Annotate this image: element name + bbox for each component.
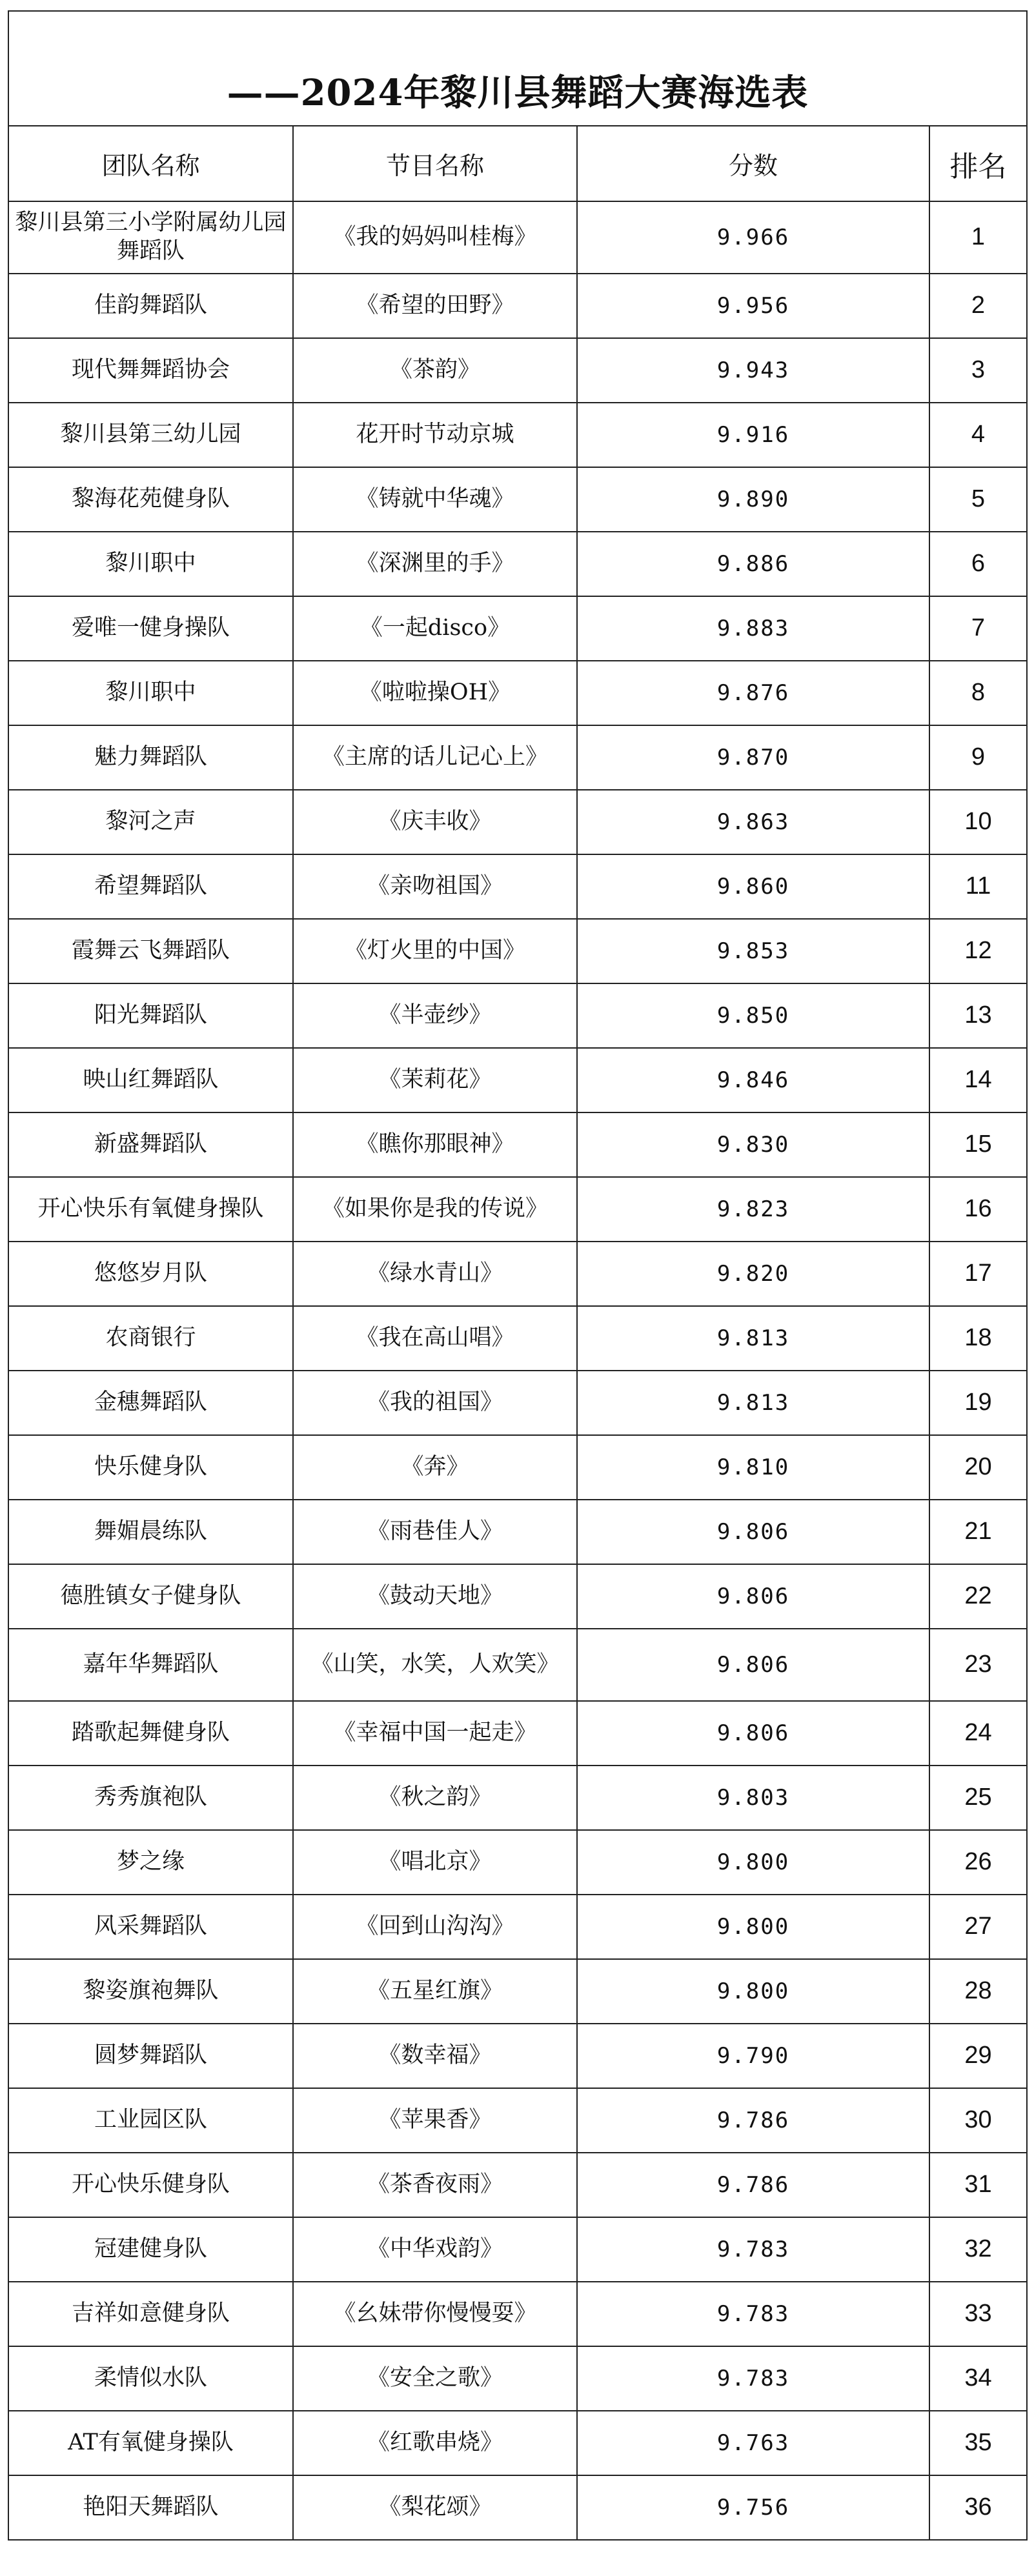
team-name-cell: 德胜镇女子健身队 [9,1564,293,1629]
table-row [9,1564,1026,1629]
score-cell: 9.806 [577,1564,929,1629]
team-name-cell: 嘉年华舞蹈队 [9,1629,293,1701]
program-name-cell: 《山笑，水笑，人欢笑》 [293,1629,577,1701]
team-name-cell: 农商银行 [9,1306,293,1371]
program-name-cell: 《茶香夜雨》 [293,2153,577,2217]
program-name-cell: 《幺妹带你慢慢耍》 [293,2282,577,2346]
rank-cell: 6 [929,532,1026,596]
program-name-cell: 《鼓动天地》 [293,1564,577,1629]
table-row [9,467,1026,532]
team-name-cell: 现代舞舞蹈协会 [9,338,293,403]
team-name-cell: 黎川县第三小学附属幼儿园舞蹈队 [9,201,293,274]
score-cell: 9.883 [577,596,929,661]
score-cell: 9.820 [577,1242,929,1306]
score-cell: 9.890 [577,467,929,532]
score-header: 分数 [577,126,929,201]
table-row [9,854,1026,919]
results-body [9,201,1026,2540]
team-name-cell: 开心快乐有氧健身操队 [9,1177,293,1242]
rank-cell: 27 [929,1895,1026,1959]
table-row [9,1177,1026,1242]
table-row [9,1959,1026,2024]
program-name-cell: 《回到山沟沟》 [293,1895,577,1959]
table-row [9,596,1026,661]
score-cell: 9.846 [577,1048,929,1112]
team-name-cell: 圆梦舞蹈队 [9,2024,293,2088]
rank-cell: 13 [929,983,1026,1048]
program-name-cell: 《希望的田野》 [293,274,577,338]
program-name-cell: 《如果你是我的传说》 [293,1177,577,1242]
rank-cell: 5 [929,467,1026,532]
rank-cell: 25 [929,1766,1026,1830]
table-row [9,919,1026,983]
team-name-cell: 映山红舞蹈队 [9,1048,293,1112]
table-row [9,532,1026,596]
team-name-header: 团队名称 [9,126,293,201]
team-name-cell: 快乐健身队 [9,1435,293,1500]
team-name-cell: 开心快乐健身队 [9,2153,293,2217]
team-name-cell: 阳光舞蹈队 [9,983,293,1048]
score-cell: 9.806 [577,1500,929,1564]
team-name-cell: 霞舞云飞舞蹈队 [9,919,293,983]
table-row [9,274,1026,338]
score-cell: 9.853 [577,919,929,983]
table-row [9,1242,1026,1306]
rank-cell: 30 [929,2088,1026,2153]
program-name-cell: 花开时节动京城 [293,403,577,467]
score-cell: 9.886 [577,532,929,596]
rank-cell: 28 [929,1959,1026,2024]
results-table [9,126,1026,2541]
table-row [9,338,1026,403]
score-cell: 9.813 [577,1306,929,1371]
team-name-cell: 希望舞蹈队 [9,854,293,919]
rank-cell: 3 [929,338,1026,403]
table-row [9,2282,1026,2346]
table-row [9,725,1026,790]
program-name-cell: 《数幸福》 [293,2024,577,2088]
program-name-cell: 《秋之韵》 [293,1766,577,1830]
team-name-cell: 柔情似水队 [9,2346,293,2411]
team-name-cell: 梦之缘 [9,1830,293,1895]
table-row [9,1629,1026,1701]
score-sheet [8,10,1028,2541]
score-cell: 9.860 [577,854,929,919]
score-cell: 9.790 [577,2024,929,2088]
score-cell: 9.800 [577,1959,929,2024]
team-name-cell: 秀秀旗袍队 [9,1766,293,1830]
score-cell: 9.850 [577,983,929,1048]
rank-cell: 35 [929,2411,1026,2475]
score-cell: 9.956 [577,274,929,338]
rank-cell: 32 [929,2217,1026,2282]
team-name-cell: 新盛舞蹈队 [9,1112,293,1177]
table-row [9,2088,1026,2153]
program-name-cell: 《深渊里的手》 [293,532,577,596]
rank-cell: 4 [929,403,1026,467]
table-row [9,2217,1026,2282]
program-name-cell: 《绿水青山》 [293,1242,577,1306]
table-row [9,1306,1026,1371]
rank-cell: 12 [929,919,1026,983]
score-cell: 9.783 [577,2346,929,2411]
program-name-cell: 《主席的话儿记心上》 [293,725,577,790]
table-row [9,2153,1026,2217]
rank-cell: 7 [929,596,1026,661]
program-name-cell: 《幸福中国一起走》 [293,1701,577,1766]
header-row [9,126,1026,201]
program-name-cell: 《苹果香》 [293,2088,577,2153]
table-row [9,1371,1026,1435]
program-name-cell: 《一起disco》 [293,596,577,661]
team-name-cell: 金穗舞蹈队 [9,1371,293,1435]
rank-cell: 34 [929,2346,1026,2411]
score-cell: 9.800 [577,1895,929,1959]
team-name-cell: 魅力舞蹈队 [9,725,293,790]
program-name-header: 节目名称 [293,126,577,201]
table-row [9,2024,1026,2088]
table-row [9,1766,1026,1830]
program-name-cell: 《中华戏韵》 [293,2217,577,2282]
score-cell: 9.806 [577,1629,929,1701]
program-name-cell: 《唱北京》 [293,1830,577,1895]
rank-cell: 14 [929,1048,1026,1112]
team-name-cell: 黎河之声 [9,790,293,854]
program-name-cell: 《我在高山唱》 [293,1306,577,1371]
team-name-cell: 艳阳天舞蹈队 [9,2475,293,2540]
score-cell: 9.803 [577,1766,929,1830]
team-name-cell: 黎姿旗袍舞队 [9,1959,293,2024]
rank-cell: 22 [929,1564,1026,1629]
table-row [9,983,1026,1048]
program-name-cell: 《我的妈妈叫桂梅》 [293,201,577,274]
table-row [9,790,1026,854]
program-name-cell: 《半壶纱》 [293,983,577,1048]
team-name-cell: 舞媚晨练队 [9,1500,293,1564]
program-name-cell: 《瞧你那眼神》 [293,1112,577,1177]
rank-cell: 16 [929,1177,1026,1242]
table-row [9,1500,1026,1564]
score-cell: 9.870 [577,725,929,790]
rank-cell: 20 [929,1435,1026,1500]
rank-cell: 33 [929,2282,1026,2346]
rank-cell: 1 [929,201,1026,274]
table-row [9,1435,1026,1500]
team-name-cell: 爱唯一健身操队 [9,596,293,661]
table-row [9,1048,1026,1112]
score-cell: 9.783 [577,2282,929,2346]
table-row [9,403,1026,467]
score-cell: 9.823 [577,1177,929,1242]
rank-cell: 8 [929,661,1026,725]
team-name-cell: 风采舞蹈队 [9,1895,293,1959]
table-row [9,1701,1026,1766]
program-name-cell: 《铸就中华魂》 [293,467,577,532]
team-name-cell: 黎川县第三幼儿园 [9,403,293,467]
program-name-cell: 《灯火里的中国》 [293,919,577,983]
score-cell: 9.756 [577,2475,929,2540]
table-row [9,2346,1026,2411]
score-cell: 9.786 [577,2088,929,2153]
team-name-cell: 冠建健身队 [9,2217,293,2282]
rank-cell: 29 [929,2024,1026,2088]
rank-cell: 9 [929,725,1026,790]
rank-cell: 26 [929,1830,1026,1895]
score-cell: 9.830 [577,1112,929,1177]
rank-cell: 24 [929,1701,1026,1766]
program-name-cell: 《五星红旗》 [293,1959,577,2024]
program-name-cell: 《红歌串烧》 [293,2411,577,2475]
rank-header: 排名 [929,126,1026,201]
rank-cell: 19 [929,1371,1026,1435]
program-name-cell: 《奔》 [293,1435,577,1500]
score-cell: 9.876 [577,661,929,725]
program-name-cell: 《茶韵》 [293,338,577,403]
program-name-cell: 《雨巷佳人》 [293,1500,577,1564]
rank-cell: 15 [929,1112,1026,1177]
score-cell: 9.810 [577,1435,929,1500]
rank-cell: 11 [929,854,1026,919]
rank-cell: 2 [929,274,1026,338]
team-name-cell: 佳韵舞蹈队 [9,274,293,338]
program-name-cell: 《亲吻祖国》 [293,854,577,919]
score-cell: 9.806 [577,1701,929,1766]
table-row [9,1895,1026,1959]
score-cell: 9.813 [577,1371,929,1435]
team-name-cell: 吉祥如意健身队 [9,2282,293,2346]
team-name-cell: 工业园区队 [9,2088,293,2153]
rank-cell: 18 [929,1306,1026,1371]
page-title: ——2024年黎川县舞蹈大赛海选表 [9,12,1026,126]
table-row [9,661,1026,725]
program-name-cell: 《啦啦操OH》 [293,661,577,725]
team-name-cell: 黎川职中 [9,661,293,725]
score-cell: 9.943 [577,338,929,403]
score-cell: 9.783 [577,2217,929,2282]
rank-cell: 17 [929,1242,1026,1306]
rank-cell: 31 [929,2153,1026,2217]
table-row [9,1112,1026,1177]
program-name-cell: 《庆丰收》 [293,790,577,854]
team-name-cell: 踏歌起舞健身队 [9,1701,293,1766]
team-name-cell: AT有氧健身操队 [9,2411,293,2475]
rank-cell: 10 [929,790,1026,854]
program-name-cell: 《安全之歌》 [293,2346,577,2411]
score-cell: 9.763 [577,2411,929,2475]
score-cell: 9.800 [577,1830,929,1895]
score-cell: 9.966 [577,201,929,274]
team-name-cell: 黎海花苑健身队 [9,467,293,532]
rank-cell: 23 [929,1629,1026,1701]
rank-cell: 36 [929,2475,1026,2540]
table-row [9,2411,1026,2475]
team-name-cell: 黎川职中 [9,532,293,596]
program-name-cell: 《我的祖国》 [293,1371,577,1435]
score-cell: 9.786 [577,2153,929,2217]
team-name-cell: 悠悠岁月队 [9,1242,293,1306]
rank-cell: 21 [929,1500,1026,1564]
table-row [9,201,1026,274]
table-row [9,1830,1026,1895]
table-row [9,2475,1026,2540]
score-cell: 9.863 [577,790,929,854]
program-name-cell: 《茉莉花》 [293,1048,577,1112]
program-name-cell: 《梨花颂》 [293,2475,577,2540]
score-cell: 9.916 [577,403,929,467]
